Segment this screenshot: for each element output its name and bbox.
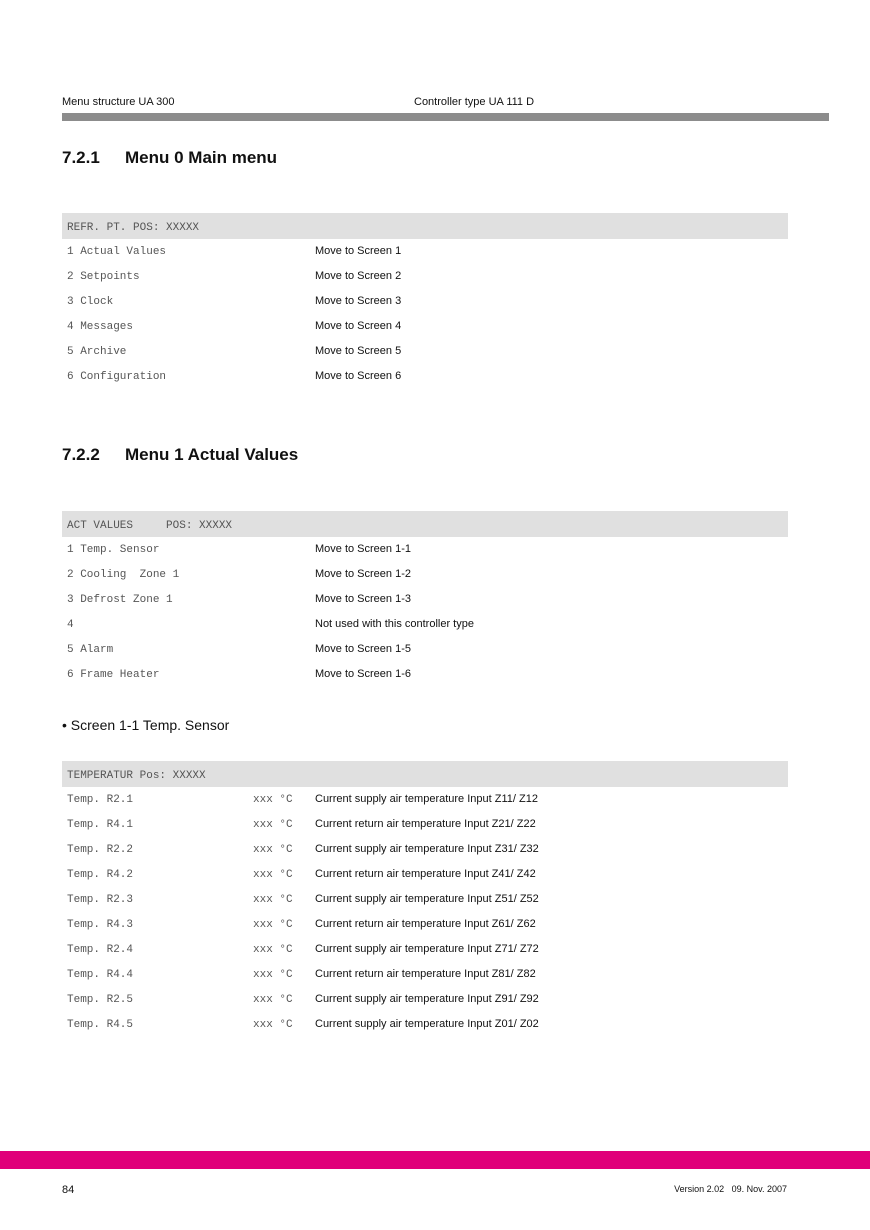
menu-item-code: 4 Messages <box>67 321 134 333</box>
menu-item-code: 6 Configuration <box>67 371 167 383</box>
menu-item-code: 3 Defrost Zone 1 <box>67 594 173 606</box>
menu-item-code: 2 Setpoints <box>67 271 140 283</box>
table-header: ACT VALUES POS: XXXXX <box>62 511 788 537</box>
menu-item-description: Move to Screen 1 <box>315 245 402 257</box>
menu-item-description: Not used with this controller type <box>315 618 474 630</box>
menu-item-description: Move to Screen 3 <box>315 295 402 307</box>
table-row <box>62 314 788 339</box>
menu-item-description: Move to Screen 2 <box>315 270 402 282</box>
bullet-item-screen-1-1 <box>62 717 229 733</box>
section-number: 7.2.1 <box>62 148 100 167</box>
table-row <box>62 264 788 289</box>
table-row <box>62 612 788 637</box>
menu-item-code: 4 <box>67 619 74 631</box>
sensor-value: xxx °C <box>253 944 293 956</box>
header-center-text: Controller type UA 111 D <box>414 96 535 108</box>
header-left-text: Menu structure UA 300 <box>62 96 175 108</box>
menu-item-description: Move to Screen 1-3 <box>315 593 411 605</box>
sensor-value: xxx °C <box>253 894 293 906</box>
sensor-value: xxx °C <box>253 994 293 1006</box>
section-heading-main-menu <box>62 148 277 168</box>
sensor-description: Current supply air temperature Input Z51/ Z52 <box>315 893 539 905</box>
sensor-description: Current return air temperature Input Z41/ Z42 <box>315 868 536 880</box>
footer-accent-band <box>0 1151 870 1169</box>
table-row <box>62 787 788 812</box>
sensor-description: Current return air temperature Input Z81/ Z82 <box>315 968 536 980</box>
table-header: TEMPERATUR Pos: XXXXX <box>62 761 788 787</box>
table-row <box>62 562 788 587</box>
sensor-description: Current supply air temperature Input Z91/ Z92 <box>315 993 539 1005</box>
sensor-name: Temp. R4.1 <box>67 819 134 831</box>
sensor-name: Temp. R4.2 <box>67 869 134 881</box>
sensor-value: xxx °C <box>253 919 293 931</box>
sensor-description: Current return air temperature Input Z61/ Z62 <box>315 918 536 930</box>
main-menu-table <box>62 213 788 389</box>
menu-item-code: 5 Archive <box>67 346 127 358</box>
table-row <box>62 289 788 314</box>
sensor-value: xxx °C <box>253 819 293 831</box>
menu-item-description: Move to Screen 6 <box>315 370 402 382</box>
section-title: Menu 1 Actual Values <box>125 445 299 464</box>
table-row <box>62 1012 788 1037</box>
section-title: Menu 0 Main menu <box>125 148 278 167</box>
sensor-description: Current supply air temperature Input Z71/ Z72 <box>315 943 539 955</box>
sensor-value: xxx °C <box>253 1019 293 1031</box>
table-row <box>62 537 788 562</box>
sensor-name: Temp. R2.5 <box>67 994 134 1006</box>
sensor-description: Current supply air temperature Input Z31/ Z32 <box>315 843 539 855</box>
menu-item-code: 1 Actual Values <box>67 246 167 258</box>
table-row <box>62 987 788 1012</box>
table-row <box>62 364 788 389</box>
sensor-description: Current return air temperature Input Z21/ Z22 <box>315 818 536 830</box>
header-rule <box>62 113 829 121</box>
actual-values-table <box>62 511 788 687</box>
sensor-name: Temp. R2.3 <box>67 894 134 906</box>
sensor-name: Temp. R2.1 <box>67 794 134 806</box>
table-row <box>62 862 788 887</box>
sensor-description: Current supply air temperature Input Z11/ Z12 <box>315 793 538 805</box>
table-row <box>62 587 788 612</box>
table-row <box>62 937 788 962</box>
sensor-name: Temp. R2.4 <box>67 944 134 956</box>
version-text: Version 2.02 09. Nov. 2007 <box>674 1184 787 1194</box>
sensor-value: xxx °C <box>253 844 293 856</box>
table-row <box>62 812 788 837</box>
bullet-icon: • <box>62 717 67 733</box>
sensor-name: Temp. R4.5 <box>67 1019 134 1031</box>
table-row <box>62 662 788 687</box>
menu-item-description: Move to Screen 1-5 <box>315 643 411 655</box>
page-number: 84 <box>62 1184 75 1196</box>
section-heading-actual-values <box>62 445 298 465</box>
menu-item-description: Move to Screen 1-6 <box>315 668 411 680</box>
sensor-name: Temp. R4.3 <box>67 919 134 931</box>
table-row <box>62 339 788 364</box>
table-row <box>62 239 788 264</box>
temperature-table <box>62 761 788 1037</box>
table-header: REFR. PT. POS: XXXXX <box>62 213 788 239</box>
sensor-description: Current supply air temperature Input Z01/ Z02 <box>315 1018 539 1030</box>
sensor-value: xxx °C <box>253 794 293 806</box>
table-row <box>62 962 788 987</box>
menu-item-description: Move to Screen 4 <box>315 320 402 332</box>
table-row <box>62 912 788 937</box>
table-row <box>62 837 788 862</box>
sensor-name: Temp. R2.2 <box>67 844 134 856</box>
menu-item-description: Move to Screen 5 <box>315 345 402 357</box>
menu-item-description: Move to Screen 1-1 <box>315 543 411 555</box>
sensor-name: Temp. R4.4 <box>67 969 134 981</box>
sensor-value: xxx °C <box>253 969 293 981</box>
menu-item-code: 2 Cooling Zone 1 <box>67 569 180 581</box>
sensor-value: xxx °C <box>253 869 293 881</box>
menu-item-description: Move to Screen 1-2 <box>315 568 411 580</box>
menu-item-code: 3 Clock <box>67 296 114 308</box>
table-row <box>62 887 788 912</box>
menu-item-code: 6 Frame Heater <box>67 669 160 681</box>
table-row <box>62 637 788 662</box>
section-number: 7.2.2 <box>62 445 100 464</box>
bullet-text: Screen 1-1 Temp. Sensor <box>70 717 230 733</box>
menu-item-code: 1 Temp. Sensor <box>67 544 160 556</box>
menu-item-code: 5 Alarm <box>67 644 114 656</box>
